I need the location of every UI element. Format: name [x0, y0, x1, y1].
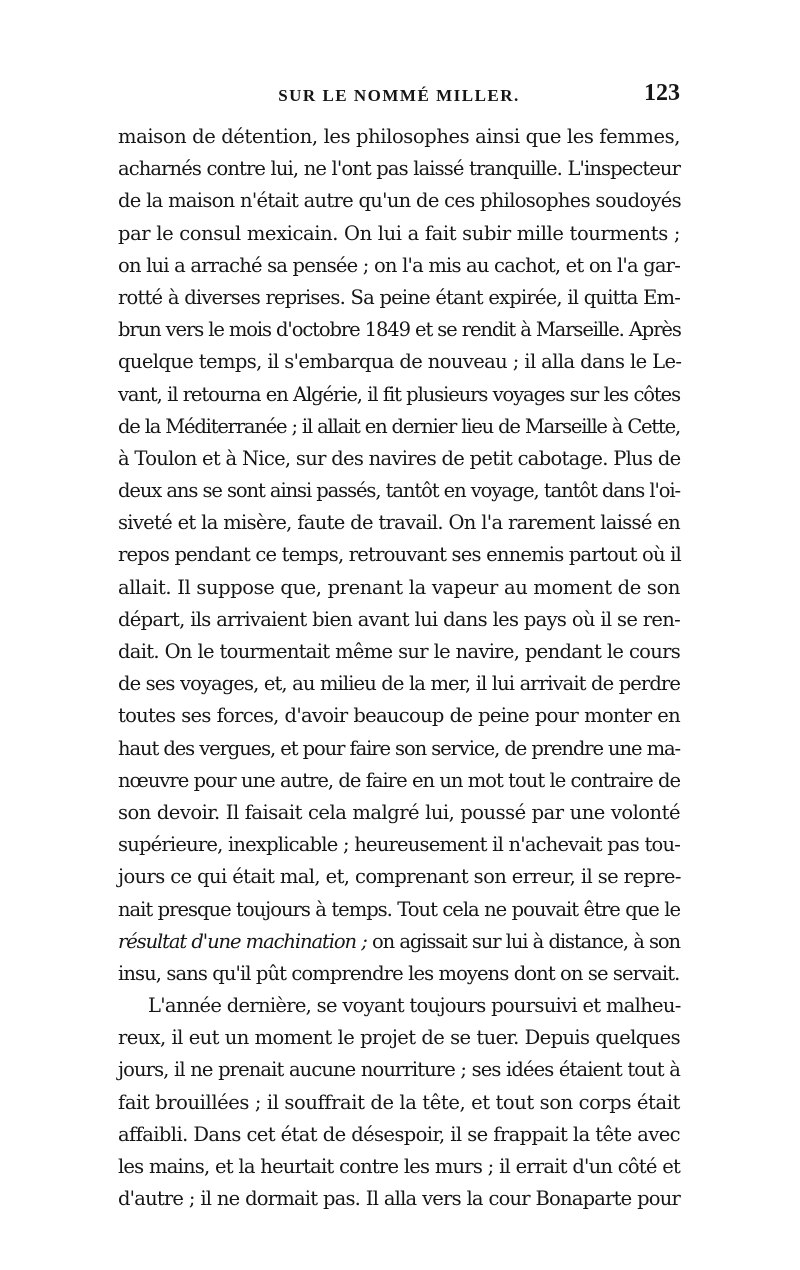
text-line: rotté à diverses reprises. Sa peine étant expirée, il quitta Em-	[118, 285, 680, 309]
text-line: les mains, et la heurtait contre les murs ; il errait d'un côté et	[118, 1155, 680, 1178]
running-title: SUR LE NOMMÉ MILLER.	[278, 86, 520, 105]
paragraph-start-line: L'année dernière, se voyant toujours poursuivi et malheu-	[148, 994, 681, 1018]
italic-phrase: résultat d'une machination ;	[118, 929, 367, 953]
text-line-italic	[118, 926, 680, 958]
text-line: de la Méditerranée ; il allait en dernier lieu de Marseille à Cette,	[118, 414, 680, 438]
text-line: siveté et la misère, faute de travail. On l'a rarement laissé en	[118, 511, 680, 535]
text-line: fait brouillées ; il souffrait de la tête, et tout son corps était	[118, 1090, 680, 1114]
text-fragment: on agissait sur lui à distance, à son	[366, 929, 681, 953]
text-line: insu, sans qu'il pût comprendre les moyens dont on se servait.	[118, 961, 680, 985]
text-line: maison de détention, les philosophes ainsi que les femmes,	[118, 125, 680, 148]
text-line: vant, il retourna en Algérie, il fit plusieurs voyages sur les côtes	[118, 382, 680, 406]
text-line: on lui a arraché sa pensée ; on l'a mis au cachot, et on l'a gar-	[118, 253, 680, 277]
body-text	[118, 121, 680, 1215]
text-line: son devoir. Il faisait cela malgré lui, poussé par une volonté	[118, 800, 680, 824]
text-line: par le consul mexicain. On lui a fait subir mille tourments ;	[118, 221, 680, 245]
text-line: jours, il ne prenait aucune nourriture ; ses idées étaient tout à	[118, 1058, 680, 1082]
page-number: 123	[644, 80, 680, 106]
text-line: départ, ils arrivaient bien avant lui dans les pays où il se ren-	[118, 607, 680, 631]
text-line: affaibli. Dans cet état de désespoir, il se frappait la tête avec	[118, 1122, 680, 1146]
text-line: de ses voyages, et, au milieu de la mer, il lui arrivait de perdre	[118, 672, 680, 696]
text-line: acharnés contre lui, ne l'ont pas laissé tranquille. L'inspecteur	[118, 157, 680, 181]
text-line: supérieure, inexplicable ; heureusement il n'achevait pas tou-	[118, 833, 680, 857]
page-header	[118, 80, 680, 114]
text-line: d'autre ; il ne dormait pas. Il alla vers la cour Bonaparte pour	[118, 1187, 680, 1211]
text-line: reux, il eut un moment le projet de se tuer. Depuis quelques	[118, 1026, 680, 1050]
text-line: repos pendant ce temps, retrouvant ses ennemis partout où il	[118, 543, 681, 567]
text-line: deux ans se sont ainsi passés, tantôt en voyage, tantôt dans l'oi-	[118, 479, 680, 503]
text-line: haut des vergues, et pour faire son service, de prendre une ma-	[118, 736, 680, 760]
text-line: allait. Il suppose que, prenant la vapeur au moment de son	[118, 575, 680, 599]
text-line: dait. On le tourmentait même sur le navire, pendant le cours	[118, 640, 680, 663]
text-line: nœuvre pour une autre, de faire en un mot tout le contraire de	[118, 768, 680, 792]
text-line: toutes ses forces, d'avoir beaucoup de peine pour monter en	[118, 704, 680, 728]
text-line: jours ce qui était mal, et, comprenant son erreur, il se repre-	[118, 865, 681, 889]
text-line: quelque temps, il s'embarqua de nouveau ; il alla dans le Le-	[118, 350, 682, 374]
text-line: brun vers le mois d'octobre 1849 et se rendit à Marseille. Après	[118, 318, 681, 342]
text-line: nait presque toujours à temps. Tout cela ne pouvait être que le	[118, 897, 680, 921]
text-line: de la maison n'était autre qu'un de ces philosophes soudoyés	[118, 189, 681, 213]
text-line: à Toulon et à Nice, sur des navires de petit cabotage. Plus de	[118, 446, 681, 470]
